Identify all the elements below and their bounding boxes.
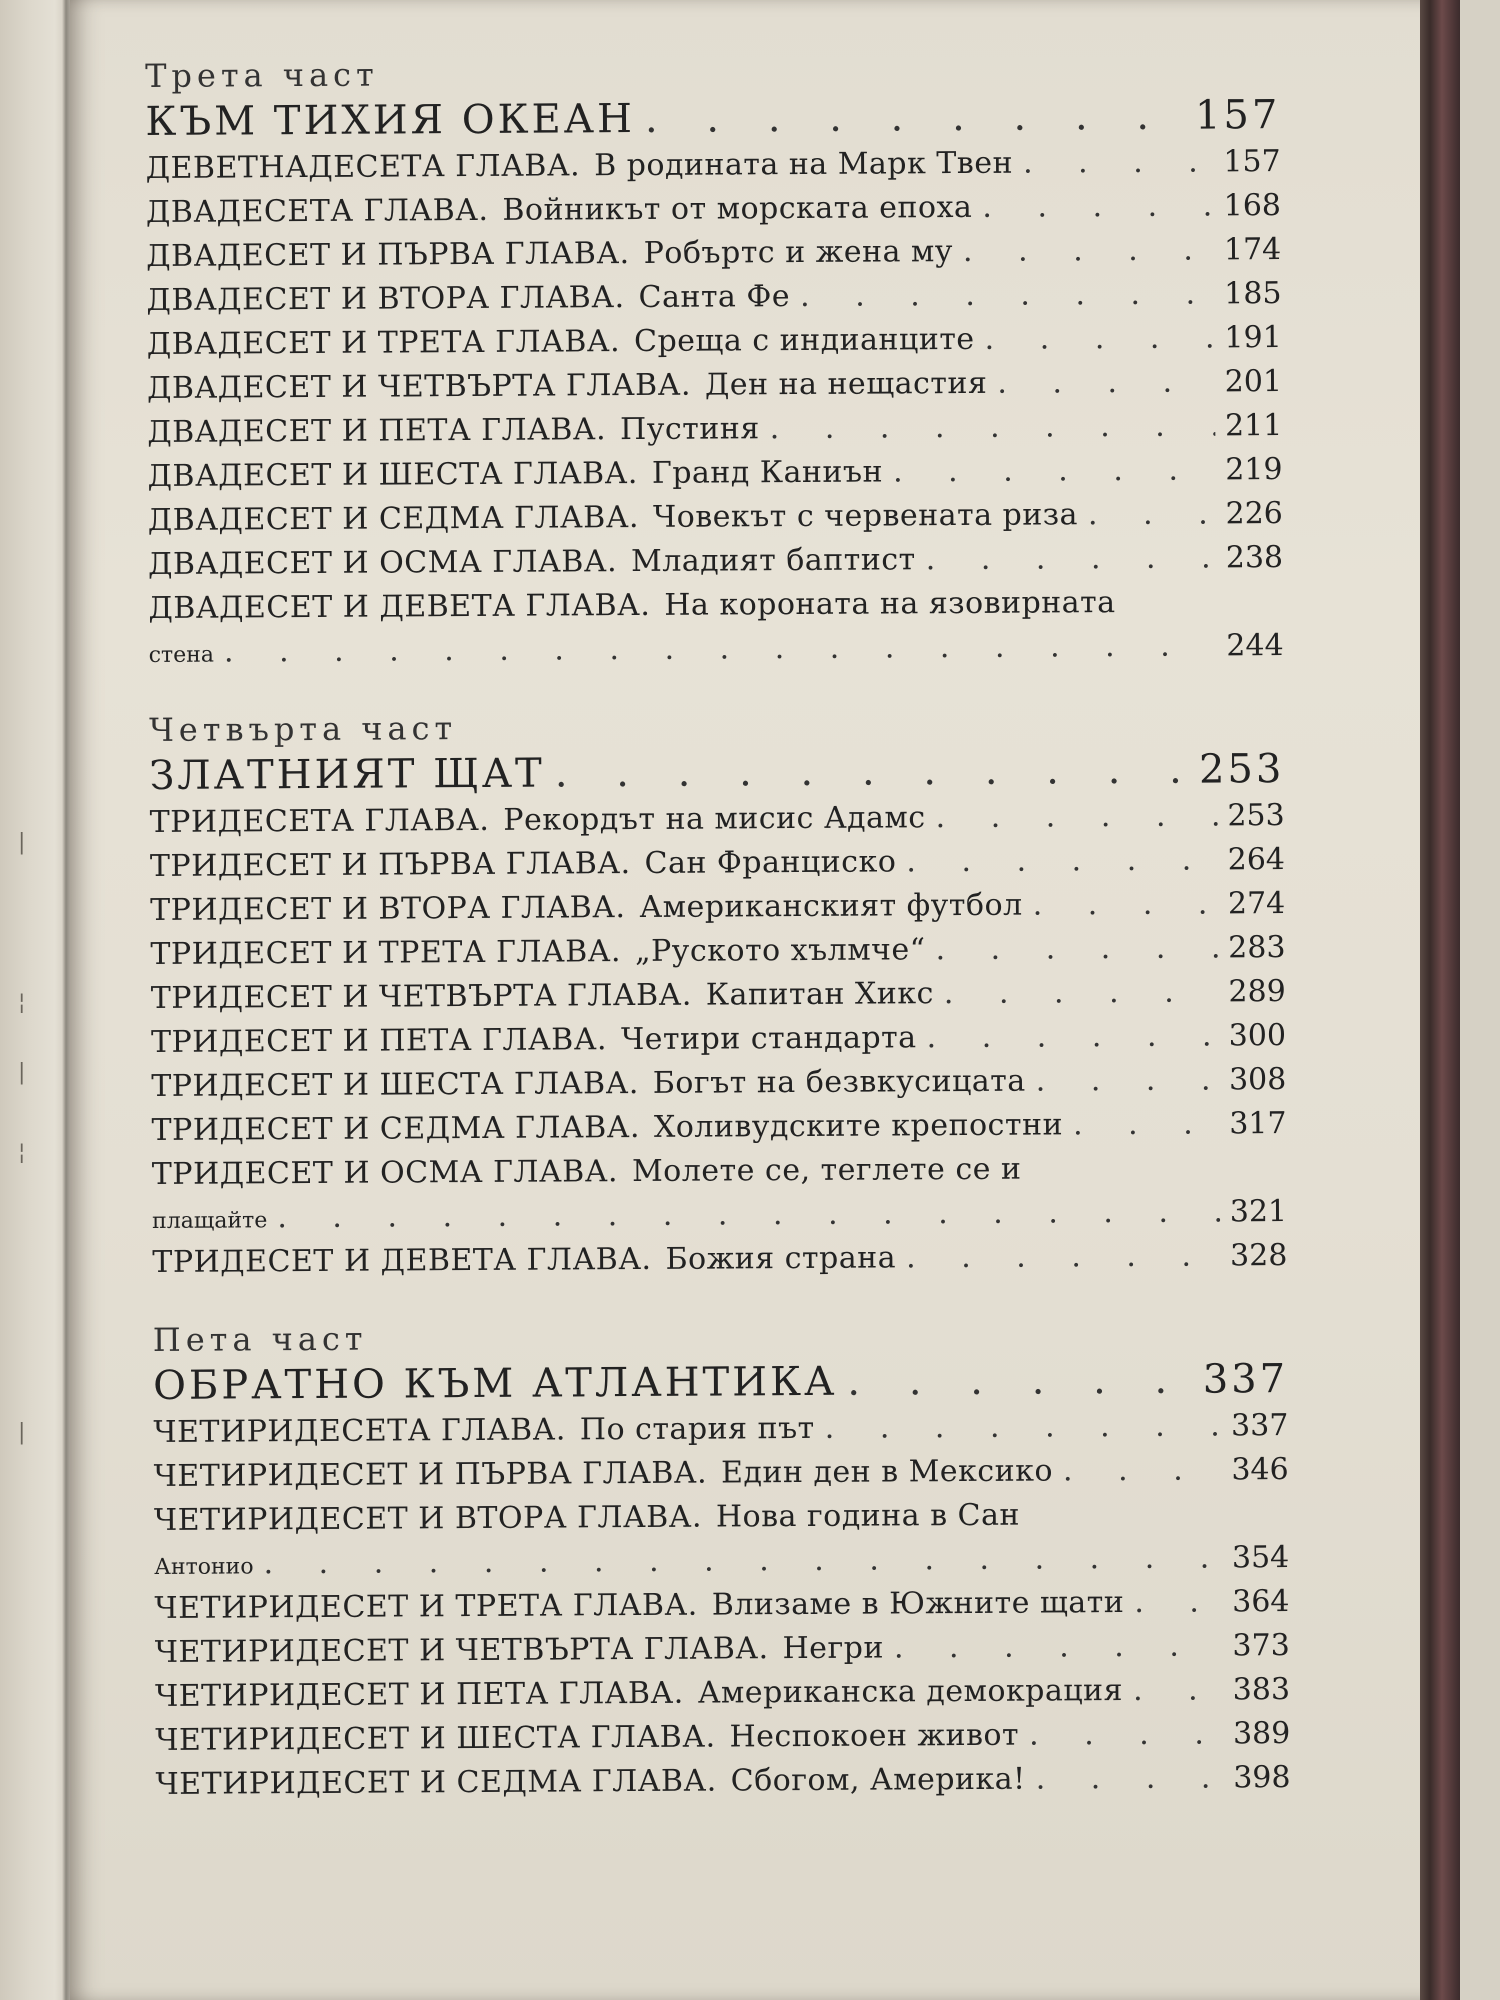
chapter-page-number: 174 — [1223, 232, 1282, 268]
chapter-number: ЧЕТИРИДЕСЕТ И ПЪРВА ГЛАВА. — [153, 1455, 708, 1494]
chapter-number: ДВАДЕСЕТА ГЛАВА. — [145, 192, 489, 230]
leader-dots — [1023, 140, 1214, 185]
chapter-number: ЧЕТИРИДЕСЕТ И ПЕТА ГЛАВА. — [154, 1675, 684, 1714]
part-section — [145, 48, 1284, 675]
chapter-row — [147, 360, 1282, 411]
chapter-row — [155, 1624, 1290, 1675]
chapter-title: Човекът с червената риза — [652, 497, 1079, 535]
chapter-row — [154, 1448, 1289, 1499]
chapter-number: ДВАДЕСЕТ И ШЕСТА ГЛАВА. — [147, 455, 639, 494]
chapter-title: „Руското хълмче“ — [634, 932, 926, 970]
spine-mark: | — [18, 830, 26, 855]
leader-dots — [906, 1234, 1220, 1280]
leader-dots — [1073, 1102, 1220, 1147]
chapter-page-number: 300 — [1228, 1018, 1287, 1054]
chapter-page-number: 346 — [1231, 1452, 1289, 1488]
chapter-title: Американският футбол — [639, 887, 1023, 925]
chapter-row — [151, 1014, 1286, 1065]
chapter-page-number: 201 — [1224, 364, 1283, 400]
part-section — [149, 702, 1287, 1285]
chapter-title: Санта Фе — [638, 279, 791, 315]
leader-dots — [906, 838, 1218, 884]
chapter-page-number: 328 — [1229, 1238, 1288, 1274]
spine-mark: | — [18, 1420, 26, 1445]
chapter-page-number: 211 — [1224, 408, 1283, 444]
table-of-contents — [145, 48, 1291, 1807]
chapter-title: Нова година в Сан — [715, 1497, 1021, 1535]
chapter-page-number: 274 — [1227, 886, 1286, 922]
chapter-row — [155, 1668, 1290, 1719]
chapter-row — [155, 1712, 1290, 1763]
part-label: Пета част — [152, 1319, 368, 1359]
chapter-page-number: 354 — [1231, 1540, 1290, 1576]
chapter-title: Младият баптист — [630, 542, 916, 580]
chapter-page-number: 253 — [1227, 798, 1285, 834]
leader-dots — [893, 448, 1216, 494]
leader-dots — [982, 184, 1214, 229]
chapter-row — [150, 882, 1285, 933]
leader-dots — [963, 228, 1214, 274]
leader-dots — [1029, 1712, 1223, 1757]
chapter-number: ТРИДЕСЕТ И ПЕТА ГЛАВА. — [150, 1022, 608, 1060]
chapter-title: Молете се, теглете се и — [631, 1151, 1022, 1190]
leader-dots — [847, 1355, 1193, 1407]
leader-dots — [1133, 1668, 1223, 1713]
chapter-row — [147, 448, 1282, 499]
chapter-row — [154, 1580, 1289, 1631]
chapter-number: ЧЕТИРИДЕСЕТ И ТРЕТА ГЛАВА. — [154, 1587, 698, 1626]
chapter-row — [150, 838, 1285, 889]
chapter-title: Американска демокрация — [697, 1673, 1124, 1711]
leader-dots — [1063, 1448, 1222, 1493]
leader-dots — [1134, 1580, 1222, 1625]
part-section — [153, 1312, 1291, 1807]
leader-dots — [224, 624, 1217, 674]
chapter-page-number: 283 — [1228, 930, 1286, 966]
leader-dots — [1033, 882, 1219, 927]
chapter-title: Един ден в Мексико — [720, 1453, 1054, 1491]
leader-dots — [645, 91, 1185, 144]
chapter-page-number: 398 — [1233, 1760, 1291, 1796]
leader-dots — [1036, 1058, 1220, 1103]
chapter-title: Влизаме в Южните щати — [711, 1585, 1125, 1623]
spine-mark: ¦ — [18, 990, 26, 1015]
chapter-title: Ден на нещастия — [704, 365, 988, 403]
chapter-number: ТРИДЕСЕТА ГЛАВА. — [149, 802, 490, 840]
leader-dots — [277, 1190, 1220, 1240]
chapter-number: ЧЕТИРИДЕСЕТ И ШЕСТА ГЛАВА. — [155, 1719, 716, 1758]
chapter-row — [151, 970, 1286, 1021]
leader-dots — [944, 970, 1219, 1016]
chapter-number: ДВАДЕСЕТ И ПЕТА ГЛАВА. — [147, 412, 607, 450]
spine-mark: ¦ — [18, 1140, 26, 1165]
chapter-row — [146, 184, 1281, 235]
chapter-row — [152, 1146, 1287, 1197]
chapter-row — [147, 404, 1282, 455]
chapter-page-number: 264 — [1227, 842, 1286, 878]
chapter-page-number: 244 — [1226, 628, 1284, 664]
leader-dots — [926, 1014, 1218, 1060]
chapter-row — [146, 228, 1281, 279]
chapter-row — [155, 1756, 1290, 1807]
part-title: ЗЛАТНИЯТ ЩАТ — [149, 750, 545, 799]
chapter-page-number: 289 — [1228, 974, 1286, 1010]
leader-dots — [825, 1404, 1222, 1450]
part-page-number: 253 — [1198, 746, 1285, 793]
chapter-row — [150, 794, 1285, 845]
chapter-number: ДВАДЕСЕТ И СЕДМА ГЛАВА. — [147, 499, 640, 538]
chapter-continuation-row — [149, 624, 1284, 675]
book-cover-edge — [1420, 0, 1460, 2000]
chapter-number: ДВАДЕСЕТ И ЧЕТВЪРТА ГЛАВА. — [146, 367, 692, 406]
leader-dots — [1088, 492, 1216, 537]
chapter-continuation-row — [152, 1190, 1287, 1241]
leader-dots — [984, 316, 1214, 361]
chapter-page-number: 157 — [1223, 144, 1281, 180]
part-page-number: 157 — [1194, 92, 1281, 139]
chapter-title: Божия страна — [665, 1240, 897, 1277]
part-title-row — [153, 1354, 1288, 1411]
leader-dots — [555, 745, 1190, 799]
chapter-number: ЧЕТИРИДЕСЕТ И СЕДМА ГЛАВА. — [155, 1763, 717, 1802]
chapter-row — [148, 492, 1283, 543]
chapter-number: ДЕВЕТНАДЕСЕТА ГЛАВА. — [145, 148, 581, 186]
chapter-title-continuation: стена — [148, 642, 215, 668]
chapter-page-number: 226 — [1225, 496, 1283, 532]
leader-dots — [935, 926, 1218, 972]
chapter-row — [150, 926, 1285, 977]
leader-dots — [894, 1624, 1223, 1670]
spine-mark: | — [18, 1060, 26, 1085]
part-label: Четвърта част — [149, 709, 458, 749]
leader-dots — [263, 1536, 1222, 1586]
chapter-title: По стария път — [579, 1410, 815, 1448]
leader-dots — [1036, 1756, 1224, 1801]
chapter-number: ТРИДЕСЕТ И ПЪРВА ГЛАВА. — [149, 846, 631, 884]
chapter-number: ТРИДЕСЕТ И ЧЕТВЪРТА ГЛАВА. — [150, 977, 692, 1016]
chapter-row — [152, 1234, 1287, 1285]
chapter-number: ТРИДЕСЕТ И ДЕВЕТА ГЛАВА. — [152, 1241, 652, 1280]
leader-dots — [997, 360, 1215, 405]
chapter-number: ТРИДЕСЕТ И ОСМА ГЛАВА. — [151, 1154, 619, 1192]
chapter-number: ТРИДЕСЕТ И ВТОРА ГЛАВА. — [150, 890, 626, 928]
leader-dots — [800, 272, 1214, 319]
chapter-row — [154, 1492, 1289, 1543]
chapter-title: Рекордът на мисис Адамс — [503, 800, 926, 838]
chapter-row — [151, 1102, 1286, 1153]
chapter-title: Четири стандарта — [620, 1020, 917, 1058]
chapter-row — [146, 272, 1281, 323]
chapter-title: Войникът от морската епоха — [502, 189, 973, 228]
chapter-title: Среща с индианците — [633, 321, 975, 360]
chapter-continuation-row — [154, 1536, 1289, 1587]
chapter-number: ТРИДЕСЕТ И СЕДМА ГЛАВА. — [151, 1109, 641, 1148]
chapter-row — [148, 536, 1283, 587]
chapter-number: ТРИДЕСЕТ И ТРЕТА ГЛАВА. — [150, 934, 622, 972]
chapter-page-number: 389 — [1232, 1716, 1291, 1752]
chapter-number: ЧЕТИРИДЕСЕТА ГЛАВА. — [153, 1412, 566, 1450]
part-page-number: 337 — [1202, 1356, 1289, 1403]
chapter-title: Пустиня — [619, 411, 760, 448]
chapter-page-number: 185 — [1224, 276, 1282, 312]
chapter-row — [146, 140, 1281, 191]
chapter-page-number: 308 — [1228, 1062, 1287, 1098]
chapter-number: ДВАДЕСЕТ И ТРЕТА ГЛАВА. — [146, 324, 621, 362]
chapter-row — [153, 1404, 1288, 1455]
chapter-number: ТРИДЕСЕТ И ШЕСТА ГЛАВА. — [151, 1066, 639, 1104]
chapter-title: Негри — [782, 1630, 885, 1667]
part-title: КЪМ ТИХИЯ ОКЕАН — [145, 96, 636, 145]
chapter-title: Холивудските крепостни — [653, 1107, 1064, 1145]
chapter-title: Сан Франциско — [644, 844, 897, 881]
chapter-number: ЧЕТИРИДЕСЕТ И ВТОРА ГЛАВА. — [153, 1499, 703, 1538]
chapter-title: На короната на язовирната — [664, 585, 1116, 623]
chapter-number: ЧЕТИРИДЕСЕТ И ЧЕТВЪРТА ГЛАВА. — [154, 1631, 769, 1670]
chapter-title: Робъртс и жена му — [643, 234, 954, 271]
chapter-title: Капитан Хикс — [705, 976, 934, 1013]
chapter-row — [151, 1058, 1286, 1109]
chapter-title: Богът на безвкусицата — [652, 1063, 1026, 1101]
chapter-title: Гранд Каниън — [651, 454, 884, 491]
chapter-page-number: 238 — [1225, 540, 1284, 576]
leader-dots — [770, 404, 1216, 451]
part-title-row — [145, 90, 1280, 147]
part-title: ОБРАТНО КЪМ АТЛАНТИКА — [152, 1358, 838, 1409]
leader-dots — [926, 536, 1216, 582]
chapter-title: Сбогом, Америка! — [730, 1761, 1026, 1799]
chapter-page-number: 373 — [1232, 1628, 1290, 1664]
leader-dots — [935, 794, 1217, 840]
chapter-page-number: 337 — [1231, 1408, 1289, 1444]
chapter-page-number: 168 — [1223, 188, 1282, 224]
chapter-row — [147, 316, 1282, 367]
chapter-number: ДВАДЕСЕТ И ДЕВЕТА ГЛАВА. — [148, 587, 651, 626]
chapter-page-number: 219 — [1225, 452, 1283, 488]
chapter-page-number: 317 — [1229, 1106, 1287, 1142]
chapter-page-number: 383 — [1232, 1672, 1291, 1708]
part-title-row — [149, 744, 1284, 801]
chapter-number: ДВАДЕСЕТ И ОСМА ГЛАВА. — [148, 544, 618, 582]
chapter-title: Неспокоен живот — [729, 1717, 1020, 1755]
chapter-title: В родината на Марк Твен — [594, 145, 1014, 184]
chapter-title-continuation: Антонио — [154, 1554, 254, 1580]
chapter-page-number: 364 — [1232, 1584, 1290, 1620]
chapter-page-number: 191 — [1224, 320, 1282, 356]
chapter-number: ДВАДЕСЕТ И ВТОРА ГЛАВА. — [146, 280, 625, 318]
chapter-page-number: 321 — [1229, 1194, 1288, 1230]
chapter-row — [148, 580, 1283, 631]
part-label: Трета част — [145, 55, 379, 95]
chapter-title-continuation: плащайте — [152, 1208, 268, 1234]
chapter-number: ДВАДЕСЕТ И ПЪРВА ГЛАВА. — [146, 236, 630, 274]
